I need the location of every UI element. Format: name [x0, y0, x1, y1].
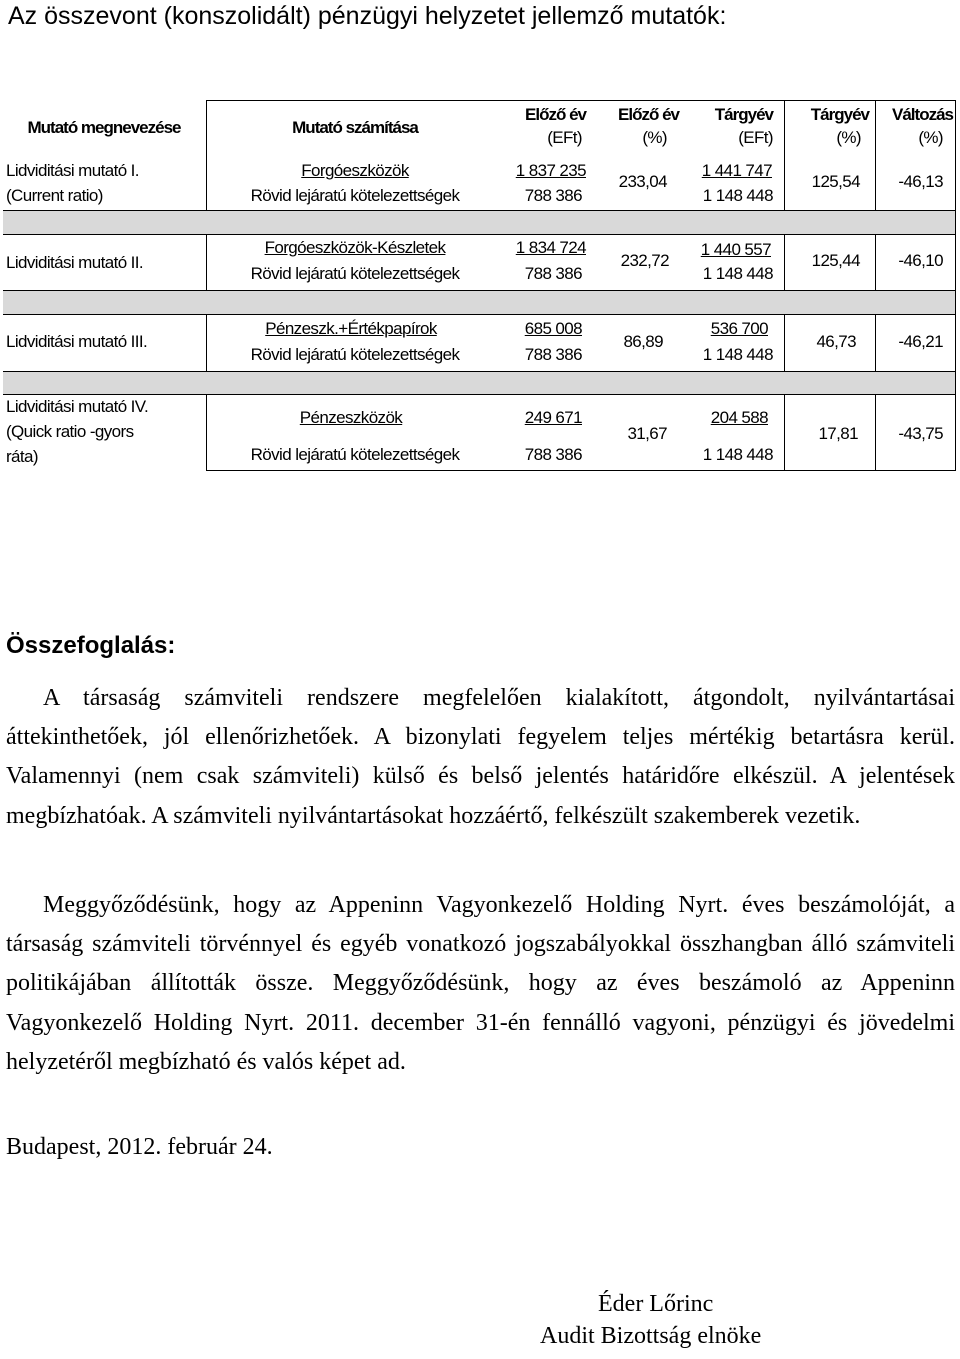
row4-numerator: Pénzeszközök — [299, 408, 403, 427]
row3-prev-den: 788 386 — [524, 345, 582, 364]
header-change: Változás — [892, 105, 953, 124]
signer-name: Éder Lőrinc — [598, 1291, 714, 1317]
row4-denominator: Rövid lejáratú kötelezettségek — [250, 445, 460, 464]
header-change-unit: (%) — [918, 128, 943, 147]
summary-paragraph-2: Meggyőződésünk, hogy az Appeninn Vagyonkezelő Holding Nyrt. éves beszámolóját, a társaság számviteli törvénnyel és egyéb vonatkozó jogszabályokkal összhangban álló számviteli politikájában állították össze. Meggyőződésünk, hogy az éves beszámoló az Appeninn Vagyonkezelő Holding Nyrt. 2011. december 31-én fennálló vagyoni, pénzügyi és jövedelmi helyzetéről megbízható és valós képet ad. — [6, 892, 955, 1075]
row4-name-line2: (Quick ratio -gyors — [6, 422, 134, 441]
row2-change: -46,10 — [898, 251, 943, 270]
row1-numerator: Forgóeszközök — [301, 161, 409, 180]
row2-prev-num: 1 834 724 — [515, 238, 586, 257]
row2-prev-den: 788 386 — [524, 264, 582, 283]
liquidity-table — [3, 100, 956, 480]
row3-curr-num: 536 700 — [710, 319, 768, 338]
row2-numerator: Forgóeszközök-Készletek — [264, 238, 446, 257]
row2-curr-den: 1 148 448 — [702, 264, 773, 283]
row2-prev-pct: 232,72 — [620, 251, 669, 270]
header-calc: Mutató számítása — [292, 118, 418, 137]
row4-prev-pct: 31,67 — [627, 424, 667, 443]
header-curr-pct: Tárgyév — [810, 105, 869, 124]
row3-denominator: Rövid lejáratú kötelezettségek — [250, 345, 460, 364]
header-name: Mutató megnevezése — [27, 118, 181, 137]
row4-name-line1: Lidviditási mutató IV. — [6, 397, 149, 416]
header-curr-pct-unit: (%) — [836, 128, 861, 147]
row4-curr-den: 1 148 448 — [702, 445, 773, 464]
place-date: Budapest, 2012. február 24. — [6, 1134, 273, 1160]
summary-title: Összefoglalás: — [6, 632, 176, 659]
row3-prev-pct: 86,89 — [623, 332, 663, 351]
row1-name-line2: (Current ratio) — [6, 186, 103, 205]
header-curr-eft: Tárgyév — [714, 105, 773, 124]
row4-prev-den: 788 386 — [524, 445, 582, 464]
signer-title: Audit Bizottság elnöke — [540, 1323, 762, 1349]
row4-prev-num: 249 671 — [524, 408, 582, 427]
row3-prev-num: 685 008 — [524, 319, 582, 338]
row2-curr-num: 1 440 557 — [700, 240, 771, 259]
header-prev-pct-unit: (%) — [642, 128, 667, 147]
row4-change: -43,75 — [898, 424, 943, 443]
row2-denominator: Rövid lejáratú kötelezettségek — [250, 264, 460, 283]
row1-prev-pct: 233,04 — [618, 172, 667, 191]
row1-change: -46,13 — [898, 172, 943, 191]
row4-curr-num: 204 588 — [710, 408, 768, 427]
header-curr-eft-unit: (EFt) — [738, 128, 773, 147]
row1-curr-num: 1 441 747 — [701, 161, 772, 180]
row1-prev-den: 788 386 — [524, 186, 582, 205]
row1-name-line1: Lidviditási mutató I. — [6, 161, 139, 180]
row1-denominator: Rövid lejáratú kötelezettségek — [250, 186, 460, 205]
separator-band — [3, 290, 955, 315]
row4-name-line3: ráta) — [6, 447, 38, 466]
row1-curr-den: 1 148 448 — [702, 186, 773, 205]
row3-curr-den: 1 148 448 — [702, 345, 773, 364]
row4-curr-pct: 17,81 — [818, 424, 858, 443]
separator-band — [3, 210, 955, 235]
page-heading: Az összevont (konszolidált) pénzügyi helyzetet jellemző mutatók: — [8, 2, 727, 30]
row3-curr-pct: 46,73 — [816, 332, 856, 351]
row3-name: Lidviditási mutató III. — [6, 332, 148, 351]
summary-paragraph-1: A társaság számviteli rendszere megfelelően kialakított, átgondolt, nyilvántartásai áttekinthetőek, jól ellenőrizhetőek. A bizonylati fegyelem teljes mértékig betartásra kerül. Valamennyi (nem csak számviteli) külső és belső jelentés határidőre elkészül. A jelentések megbízhatóak. A számviteli nyilvántartásokat hozzáértő, felkészült szakemberek vezetik. — [6, 685, 955, 829]
row2-name: Lidviditási mutató II. — [6, 253, 144, 272]
row3-change: -46,21 — [898, 332, 943, 351]
row3-numerator: Pénzeszk.+Értékpapírok — [265, 319, 437, 338]
header-prev-pct: Előző év — [618, 105, 679, 124]
row1-prev-num: 1 837 235 — [515, 161, 586, 180]
separator-band — [3, 371, 955, 395]
row2-curr-pct: 125,44 — [811, 251, 860, 270]
header-prev-eft: Előző év — [525, 105, 586, 124]
header-prev-eft-unit: (EFt) — [547, 128, 582, 147]
row1-curr-pct: 125,54 — [811, 172, 860, 191]
